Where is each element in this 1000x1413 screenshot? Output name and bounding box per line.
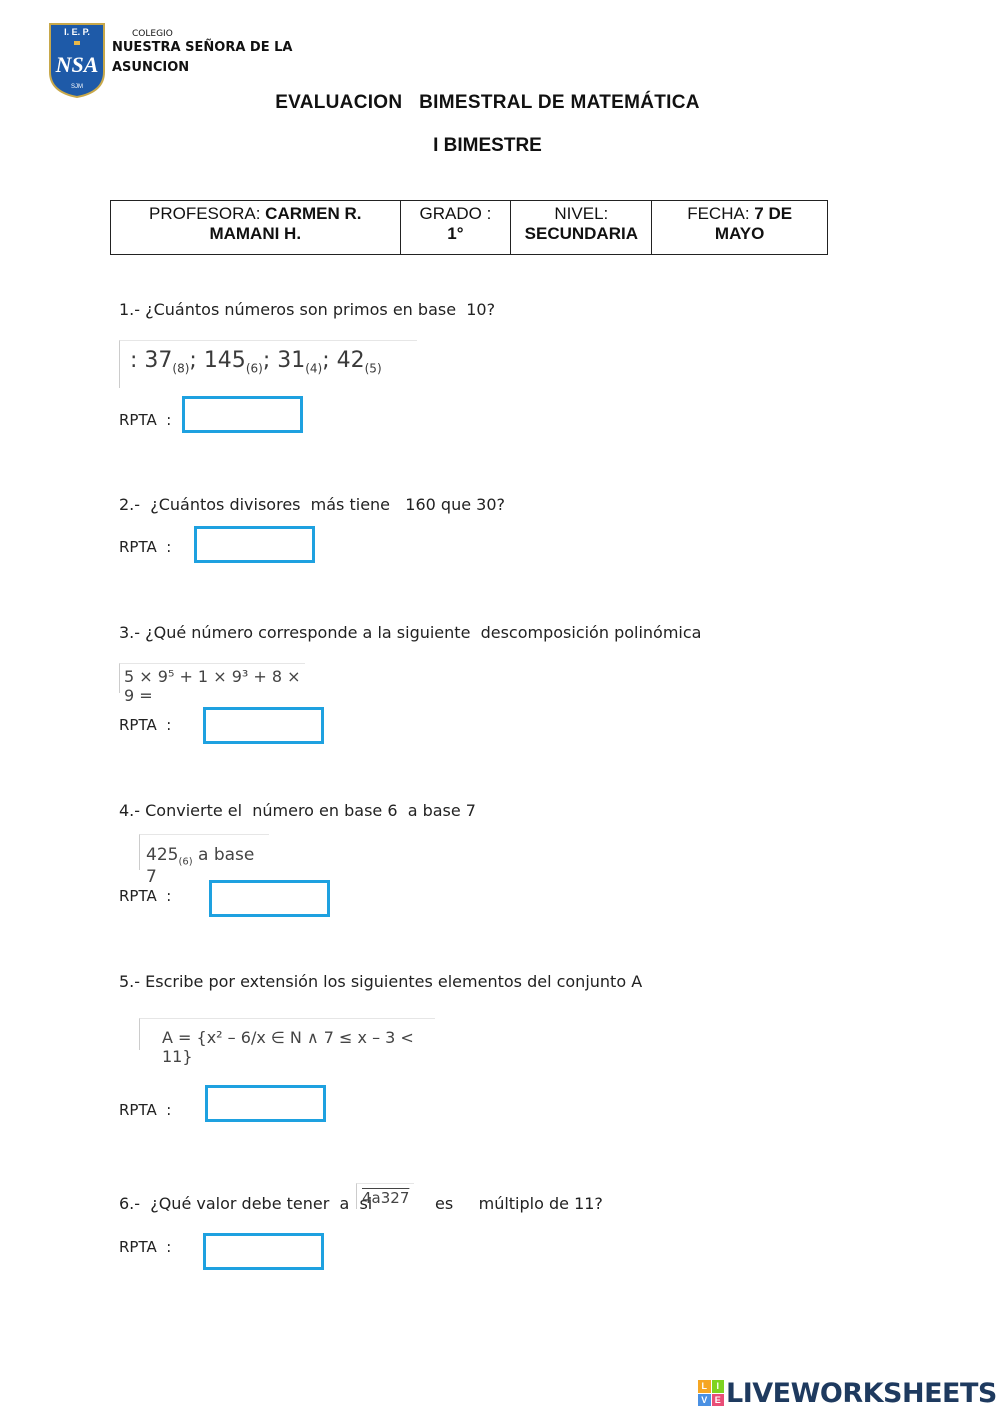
answer-input-4[interactable] bbox=[209, 880, 330, 917]
fecha-value2: MAYO bbox=[714, 224, 765, 243]
rpta-label-1: RPTA : bbox=[119, 411, 172, 429]
question-4-math bbox=[139, 834, 269, 888]
answer-input-1[interactable] bbox=[182, 396, 303, 433]
q1-base-1: (8) bbox=[172, 361, 190, 376]
rpta-label-4: RPTA : bbox=[119, 887, 172, 905]
liveworksheets-brand bbox=[698, 1378, 997, 1408]
info-table bbox=[110, 200, 828, 255]
question-3: 3.- ¿Qué número corresponde a la siguiente descomposición polinómica bbox=[119, 623, 702, 642]
question-6-part-a: 6.- ¿Qué valor debe tener a si bbox=[119, 1194, 373, 1213]
question-1: 1.- ¿Cuántos números son primos en base 10? bbox=[119, 300, 496, 319]
q1-prefix: : bbox=[130, 348, 145, 373]
grado-label: GRADO : bbox=[419, 204, 492, 223]
nivel-value: SECUNDARIA bbox=[524, 224, 638, 243]
q1-number-4: 42 bbox=[336, 348, 365, 373]
fecha-label: FECHA: bbox=[687, 204, 755, 223]
profesora-label: PROFESORA: bbox=[148, 204, 266, 223]
q1-sep-3: ; bbox=[322, 348, 337, 373]
answer-input-6[interactable] bbox=[203, 1233, 324, 1270]
school-name bbox=[112, 38, 292, 78]
rpta-label-5: RPTA : bbox=[119, 1101, 172, 1119]
question-5-math: A = {x² – 6/x ∈ N ∧ 7 ≤ x – 3 < 11} bbox=[139, 1018, 435, 1050]
question-6-math: 4a327 bbox=[356, 1183, 414, 1209]
nivel-label: NIVEL: bbox=[554, 204, 609, 223]
profesora-value2: MAMANI H. bbox=[209, 224, 302, 243]
question-3-math: 5 × 9⁵ + 1 × 9³ + 8 × 9 = bbox=[119, 663, 305, 693]
q4-base: (6) bbox=[178, 856, 193, 868]
question-6-part-b: es múltiplo de 11? bbox=[435, 1194, 603, 1213]
answer-input-5[interactable] bbox=[205, 1085, 326, 1122]
question-5: 5.- Escribe por extensión los siguientes elementos del conjunto A bbox=[119, 972, 643, 991]
grado-cell bbox=[400, 201, 511, 255]
logo-top-text: I. E. P. bbox=[64, 27, 90, 37]
brand-logo-icon bbox=[698, 1380, 724, 1406]
profesora-value1: CARMEN R. bbox=[265, 204, 362, 223]
q1-sep-2: ; bbox=[262, 348, 278, 373]
profesora-cell bbox=[111, 201, 401, 255]
q1-number-3: 31 bbox=[277, 348, 306, 373]
q4-number: 425 bbox=[146, 845, 179, 865]
nivel-cell bbox=[511, 201, 652, 255]
school-name-line1: NUESTRA SEÑORA DE LA bbox=[112, 40, 293, 55]
q1-base-2: (6) bbox=[245, 361, 263, 376]
question-1-math bbox=[119, 340, 417, 388]
brand-logo-cell: L bbox=[698, 1380, 711, 1393]
rpta-label-2: RPTA : bbox=[119, 538, 172, 556]
brand-logo-cell: V bbox=[698, 1394, 711, 1407]
school-prefix: COLEGIO bbox=[132, 29, 173, 39]
question-2: 2.- ¿Cuántos divisores más tiene 160 que 30? bbox=[119, 495, 505, 514]
q1-sep-1: ; bbox=[189, 348, 204, 373]
page-title: EVALUACION BIMESTRAL DE MATEMÁTICA bbox=[275, 92, 700, 113]
brand-logo-cell: I bbox=[712, 1380, 725, 1393]
q1-number-1: 37 bbox=[144, 348, 173, 373]
fecha-value1: 7 DE bbox=[754, 204, 793, 223]
q1-number-2: 145 bbox=[203, 348, 246, 373]
q1-base-4: (5) bbox=[364, 361, 382, 376]
school-name-line2: ASUNCION bbox=[112, 60, 190, 75]
q4-rest: a base 7 bbox=[146, 845, 255, 888]
grado-value: 1° bbox=[447, 224, 464, 243]
page-subtitle: I BIMESTRE bbox=[433, 135, 542, 156]
question-4: 4.- Convierte el número en base 6 a base 7 bbox=[119, 801, 476, 820]
brand-text: LIVEWORKSHEETS bbox=[726, 1377, 997, 1409]
school-logo bbox=[48, 22, 106, 98]
rpta-label-3: RPTA : bbox=[119, 716, 172, 734]
fecha-cell bbox=[652, 201, 828, 255]
answer-input-2[interactable] bbox=[194, 526, 315, 563]
logo-bottom-text: SJM bbox=[71, 84, 83, 90]
rpta-label-6: RPTA : bbox=[119, 1238, 172, 1256]
answer-input-3[interactable] bbox=[203, 707, 324, 744]
q1-base-3: (4) bbox=[305, 361, 323, 376]
logo-main-text: NSA bbox=[55, 52, 99, 77]
brand-logo-cell: E bbox=[712, 1394, 725, 1407]
